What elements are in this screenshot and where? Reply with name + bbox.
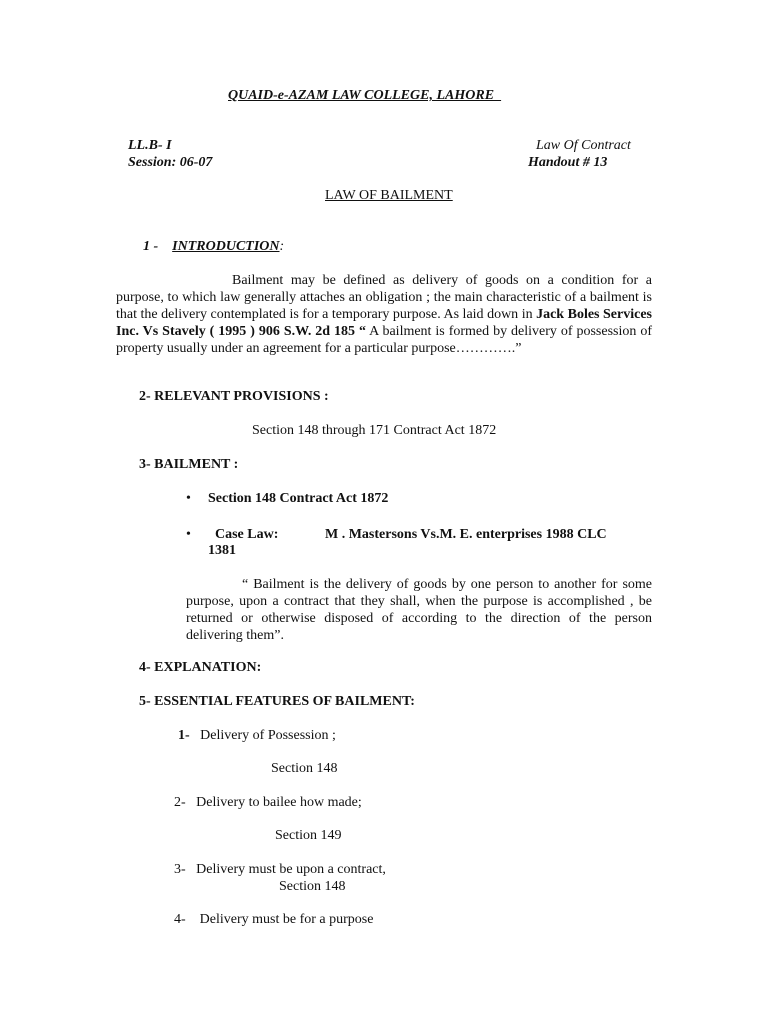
feature-item-3 <box>174 862 386 878</box>
feature-4-text: Delivery must be for a purpose <box>199 912 374 927</box>
bullet-1-glyph: • <box>186 491 191 506</box>
explanation-heading: 4- EXPLANATION: <box>139 660 262 675</box>
bullet-1-text: Section 148 Contract Act 1872 <box>208 491 389 506</box>
handout-label: Handout # 13 <box>528 155 608 170</box>
feature-1-section: Section 148 <box>271 761 338 776</box>
feature-1-number: 1- <box>178 728 190 743</box>
college-title <box>228 88 501 104</box>
intro-paragraph <box>116 272 652 357</box>
intro-text-1: Bailment may be defined as delivery of goods on a condition for a purpose, to which law generally attaches an obligation ; the main characteristic of a bailment is that the delivery contemplated is for a temporary purpose. As laid down in <box>116 273 652 322</box>
features-heading: 5- ESSENTIAL FEATURES OF BAILMENT: <box>139 694 415 709</box>
feature-item-4 <box>174 912 373 928</box>
feature-2-number: 2- <box>174 795 186 810</box>
provisions-text: Section 148 through 171 Contract Act 1872 <box>252 423 497 438</box>
college-title-text: QUAID-e-AZAM LAW COLLEGE, LAHORE <box>228 88 495 103</box>
intro-case-citation: Jack Boles Services Inc. Vs Stavely ( 1995 ) 906 S.W. 2d 185 “ <box>116 307 652 339</box>
intro-heading-text: INTRODUCTION <box>172 239 280 254</box>
feature-1-text: Delivery of Possession ; <box>200 728 336 743</box>
bullet-2-case-cont: 1381 <box>208 543 236 558</box>
bullet-2-case: M . Mastersons Vs.M. E. enterprises 1988 CLC <box>325 527 607 542</box>
intro-number: 1 - <box>143 239 159 254</box>
bullet-2-glyph: • <box>186 527 191 542</box>
bailment-quote-text: “ Bailment is the delivery of goods by one person to another for some purpose, upon a contract that they shall, when the purpose is accomplished , be returned or otherwise disposed of according to the direction of the person delivering them”. <box>186 577 652 643</box>
intro-text-2: A bailment is formed by delivery of possession of property usually under an agreement for a particular purpose………….” <box>116 324 652 356</box>
bullet-2-label: Case Law: <box>215 527 279 542</box>
subject-label: Law Of Contract <box>536 138 631 153</box>
feature-3-section: Section 148 <box>279 879 346 894</box>
course-label: LL.B- I <box>128 138 172 153</box>
intro-colon: : <box>279 239 285 254</box>
bailment-definition-quote <box>186 576 652 644</box>
intro-heading <box>143 239 284 255</box>
session-label: Session: 06-07 <box>128 155 213 170</box>
feature-item-2 <box>174 795 362 811</box>
feature-3-text: Delivery must be upon a contract, <box>196 862 386 877</box>
feature-4-number: 4- <box>174 912 186 927</box>
feature-item-1 <box>178 728 336 744</box>
document-title: LAW OF BAILMENT <box>325 188 453 203</box>
bailment-heading: 3- BAILMENT : <box>139 457 239 472</box>
feature-3-number: 3- <box>174 862 186 877</box>
provisions-heading: 2- RELEVANT PROVISIONS : <box>139 389 329 404</box>
feature-2-section: Section 149 <box>275 828 342 843</box>
feature-2-text: Delivery to bailee how made; <box>196 795 362 810</box>
